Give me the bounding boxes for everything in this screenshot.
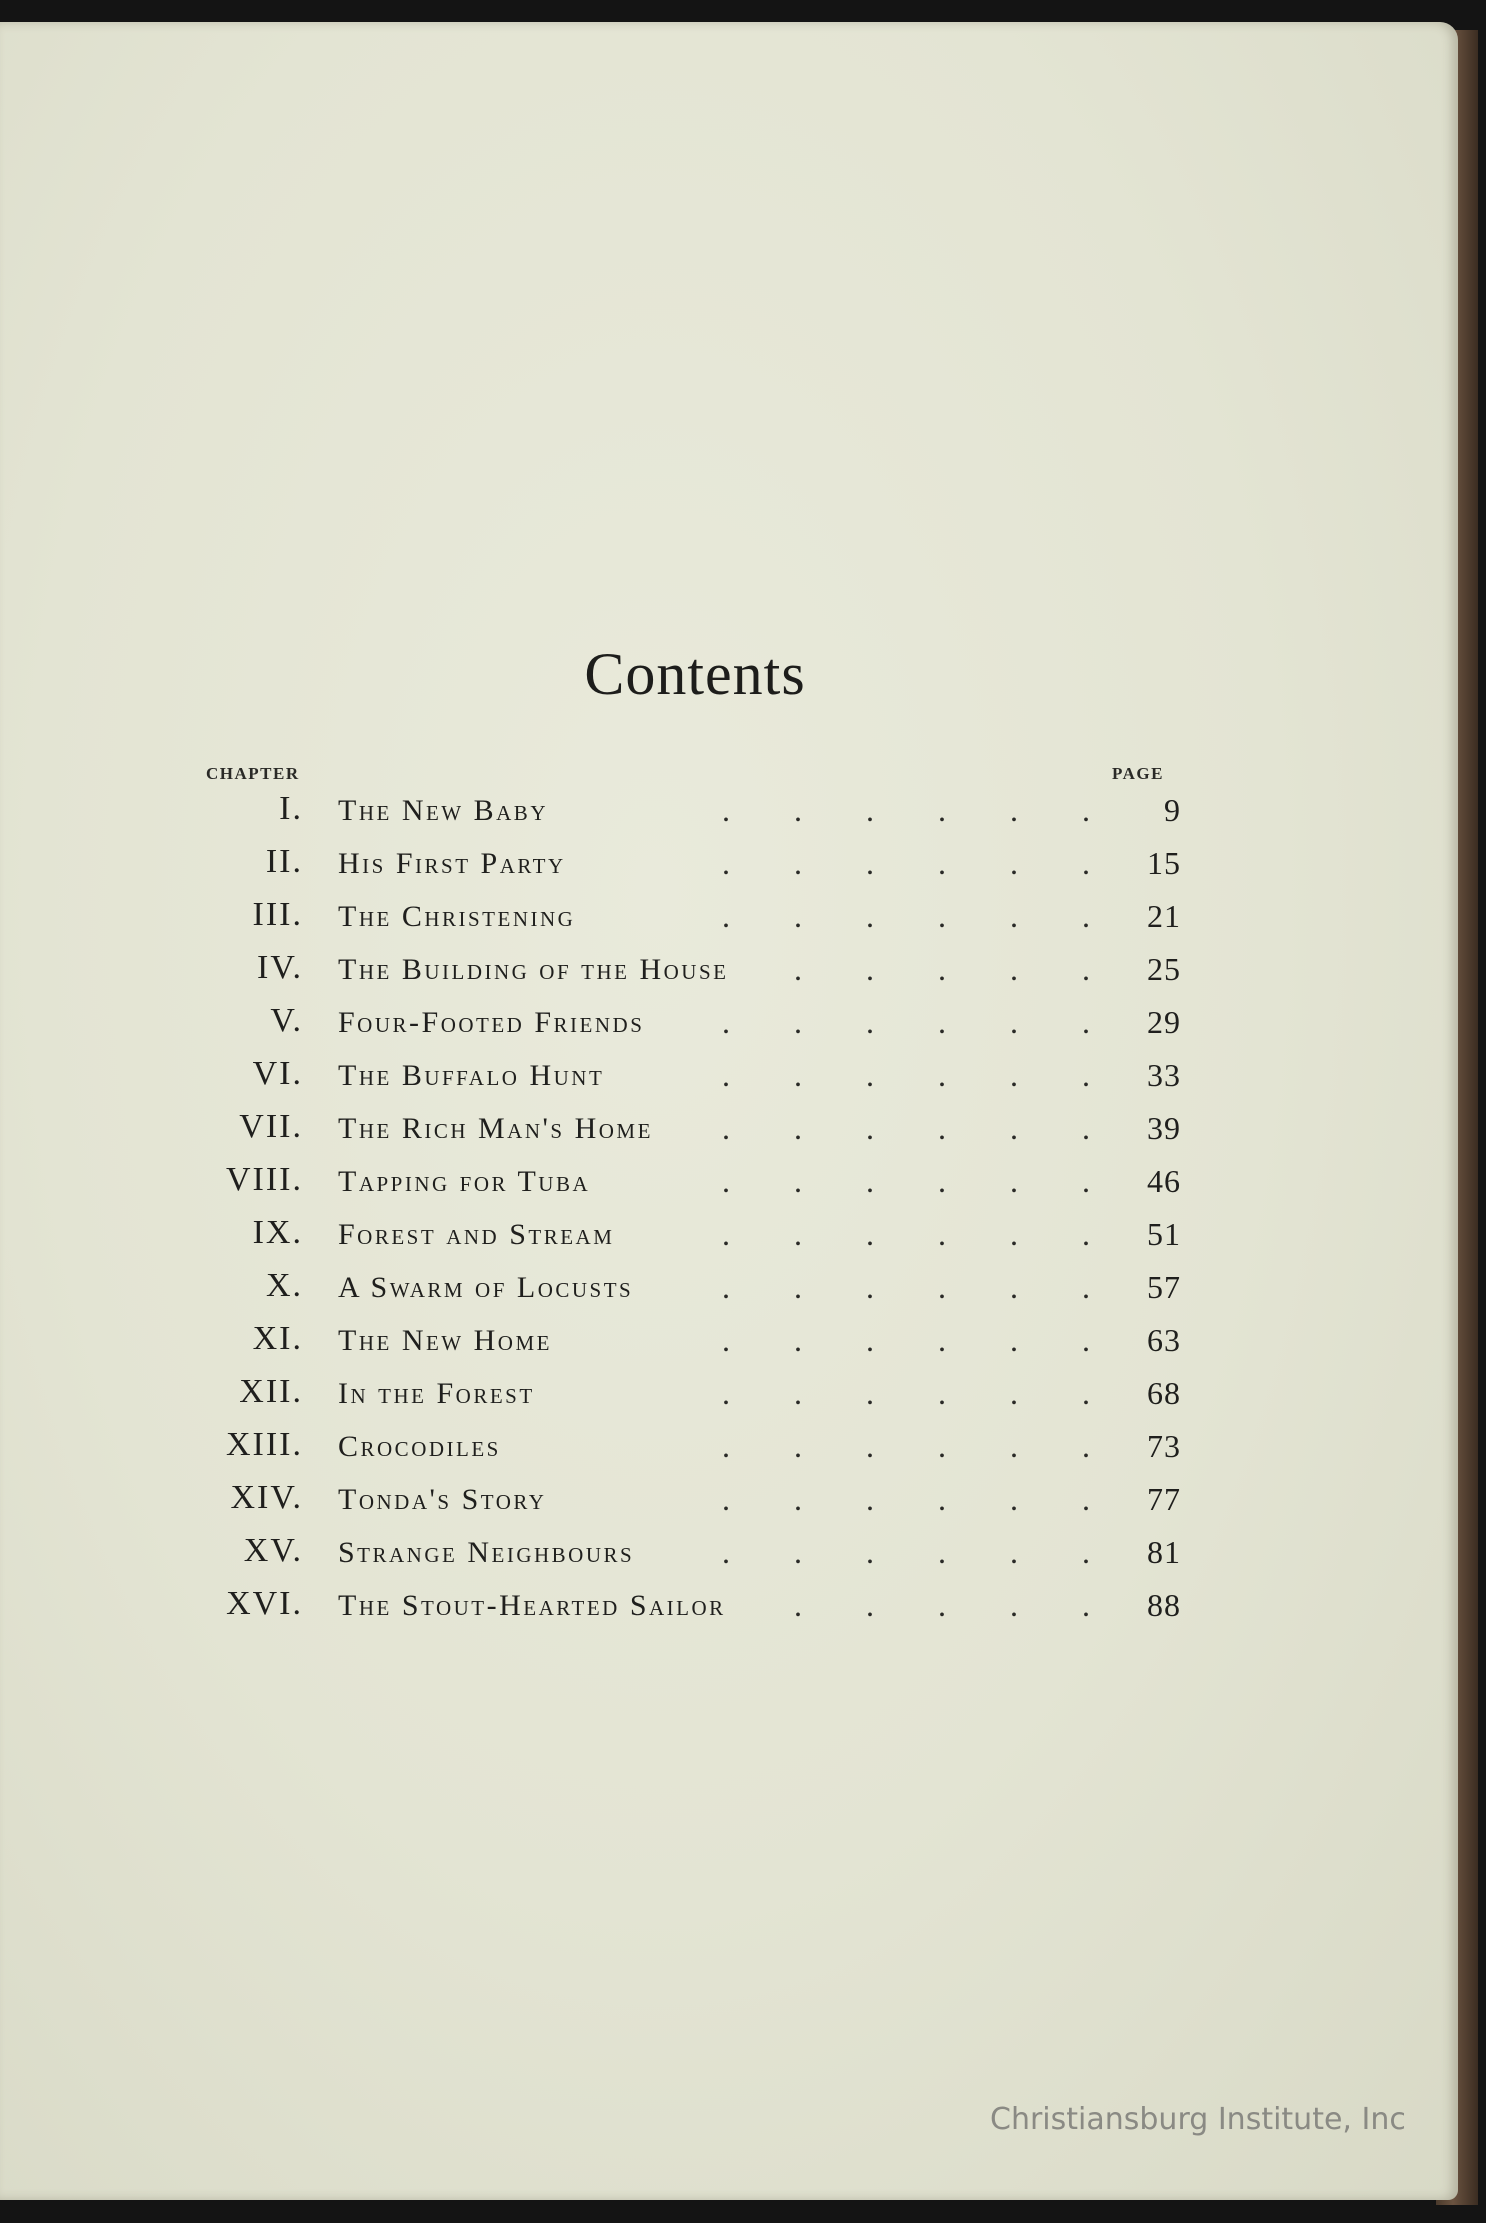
chapter-numeral: III. [252,896,303,933]
dot-leader: . . . . . . [722,1534,1090,1570]
watermark: Christiansburg Institute, Inc [990,2102,1406,2137]
chapter-numeral: XVI. [226,1585,303,1622]
chapter-title: The Rich Man's Home [338,1112,653,1145]
dot-leader: . . . . . . [722,845,1090,881]
page-number: 51 [1147,1216,1181,1252]
page-number: 9 [1164,792,1181,828]
dot-leader: . . . . . . [722,792,1090,828]
dot-leader: . . . . . [794,951,1090,987]
chapter-title: The Christening [338,900,576,933]
page-number: 68 [1147,1375,1181,1411]
chapter-title: In the Forest [338,1377,535,1410]
toc-row [0,1320,1458,1372]
chapter-title: Crocodiles [338,1430,501,1463]
dot-leader: . . . . . . [722,1481,1090,1517]
chapter-title: A Swarm of Locusts [338,1271,634,1304]
page-number: 25 [1147,951,1181,987]
page-number: 63 [1147,1322,1181,1358]
toc-row [0,1267,1458,1319]
chapter-title: Forest and Stream [338,1218,615,1251]
toc-row [0,790,1458,842]
chapter-numeral: VIII. [225,1161,303,1198]
page-column-label: PAGE [1112,764,1164,783]
toc-row [0,843,1458,895]
page-number: 88 [1147,1587,1181,1623]
dot-leader: . . . . . . [722,1057,1090,1093]
page-number: 77 [1147,1481,1181,1517]
chapter-title: Strange Neighbours [338,1536,635,1569]
chapter-title: Tapping for Tuba [338,1165,591,1198]
toc-row [0,1161,1458,1213]
chapter-numeral: XV. [243,1532,303,1569]
chapter-numeral: IV. [257,949,303,986]
page-number: 39 [1147,1110,1181,1146]
dot-leader: . . . . . . [722,1269,1090,1305]
chapter-title: His First Party [338,847,566,880]
page-number: 21 [1147,898,1181,934]
toc-row [0,1002,1458,1054]
toc-row [0,1214,1458,1266]
page-number: 15 [1147,845,1181,881]
chapter-numeral: V. [270,1002,303,1039]
chapter-numeral: XII. [239,1373,303,1410]
chapter-column-label: CHAPTER [206,764,300,783]
page-number: 46 [1147,1163,1181,1199]
dot-leader: . . . . . . [722,1004,1090,1040]
dot-leader: . . . . . . [722,1216,1090,1252]
book-page [0,22,1458,2200]
chapter-numeral: XIV. [230,1479,303,1516]
toc-row [0,1055,1458,1107]
dot-leader: . . . . . . [722,1163,1090,1199]
chapter-numeral: XIII. [225,1426,303,1463]
chapter-numeral: IX. [252,1214,303,1251]
chapter-numeral: VI. [252,1055,303,1092]
page-number: 33 [1147,1057,1181,1093]
page-number: 73 [1147,1428,1181,1464]
chapter-numeral: X. [265,1267,303,1304]
page-number: 57 [1147,1269,1181,1305]
page-title: Contents [584,641,806,707]
page-number: 81 [1147,1534,1181,1570]
toc-row [0,1532,1458,1584]
dot-leader: . . . . . . [722,898,1090,934]
toc-row [0,896,1458,948]
chapter-title: The Building of the House [338,953,729,986]
toc-row [0,1426,1458,1478]
chapter-title: Tonda's Story [338,1483,547,1516]
chapter-title: The Buffalo Hunt [338,1059,605,1092]
chapter-title: The Stout-Hearted Sailor [338,1589,726,1622]
dot-leader: . . . . . . [722,1428,1090,1464]
chapter-numeral: I. [279,790,303,827]
toc-row [0,1585,1458,1637]
dot-leader: . . . . . [794,1587,1090,1623]
chapter-title: The New Baby [338,794,548,827]
toc-row [0,1373,1458,1425]
chapter-title: The New Home [338,1324,552,1357]
dot-leader: . . . . . . [722,1375,1090,1411]
toc-row [0,1479,1458,1531]
chapter-numeral: II. [265,843,303,880]
chapter-title: Four-Footed Friends [338,1006,645,1039]
toc-row [0,949,1458,1001]
page-number: 29 [1147,1004,1181,1040]
toc-row [0,1108,1458,1160]
chapter-numeral: XI. [252,1320,303,1357]
chapter-numeral: VII. [239,1108,303,1145]
dot-leader: . . . . . . [722,1110,1090,1146]
dot-leader: . . . . . . [722,1322,1090,1358]
